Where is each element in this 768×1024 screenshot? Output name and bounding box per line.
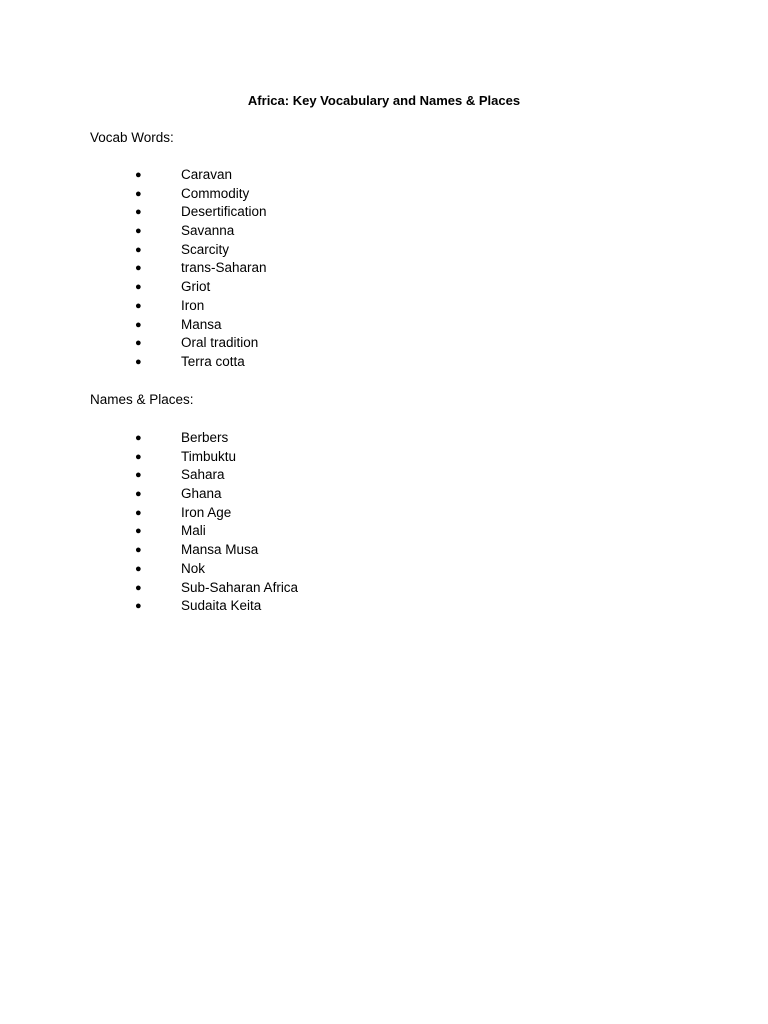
bullet-icon: ● <box>135 506 142 519</box>
vocab-list <box>0 166 768 372</box>
bullet-icon: ● <box>135 169 142 181</box>
bullet-icon: ● <box>135 544 142 557</box>
list-item <box>0 466 768 485</box>
list-item <box>0 504 768 523</box>
place-term: Timbuktu <box>181 448 237 464</box>
list-item <box>0 166 768 185</box>
bullet-icon: ● <box>135 187 142 200</box>
vocab-term: Terra cotta <box>181 353 245 369</box>
vocab-heading: Vocab Words: <box>90 130 174 145</box>
bullet-icon: ● <box>135 450 142 463</box>
names-places-heading: Names & Places: <box>90 392 194 407</box>
list-item <box>0 203 768 222</box>
bullet-icon: ● <box>135 337 142 350</box>
place-term: Ghana <box>181 486 222 502</box>
bullet-icon: ● <box>135 206 142 219</box>
list-item <box>0 448 768 467</box>
vocab-term: Griot <box>181 279 211 295</box>
bullet-icon: ● <box>135 225 142 238</box>
bullet-icon: ● <box>135 581 142 594</box>
list-item <box>0 241 768 260</box>
bullet-icon: ● <box>135 562 142 575</box>
place-term: Berbers <box>181 430 229 445</box>
list-item <box>0 316 768 335</box>
bullet-icon: ● <box>135 488 142 501</box>
bullet-icon: ● <box>135 600 142 613</box>
vocab-term: Savanna <box>181 223 235 239</box>
vocab-term: Iron <box>181 297 205 313</box>
list-item <box>0 541 768 560</box>
list-item <box>0 297 768 316</box>
bullet-icon: ● <box>135 299 142 312</box>
list-item <box>0 579 768 598</box>
list-item <box>0 222 768 241</box>
list-item <box>0 597 768 616</box>
bullet-icon: ● <box>135 432 142 444</box>
list-item <box>0 334 768 353</box>
list-item <box>0 278 768 297</box>
bullet-icon: ● <box>135 281 142 294</box>
place-term: Nok <box>181 560 206 576</box>
vocab-term: trans-Saharan <box>181 260 267 276</box>
bullet-icon: ● <box>135 243 142 256</box>
list-item <box>0 259 768 278</box>
document-title: Africa: Key Vocabulary and Names & Places <box>247 93 521 108</box>
bullet-icon: ● <box>135 355 142 368</box>
vocab-term: Oral tradition <box>181 335 259 351</box>
bullet-icon: ● <box>135 262 142 275</box>
vocab-term: Caravan <box>181 167 233 182</box>
bullet-icon: ● <box>135 525 142 538</box>
vocab-term: Desertification <box>181 204 267 220</box>
list-item <box>0 353 768 372</box>
bullet-icon: ● <box>135 469 142 482</box>
vocab-term: Scarcity <box>181 241 230 257</box>
list-item <box>0 185 768 204</box>
list-item <box>0 485 768 504</box>
bullet-icon: ● <box>135 318 142 331</box>
vocab-term: Commodity <box>181 185 250 201</box>
vocab-term: Mansa <box>181 316 222 332</box>
list-item <box>0 522 768 541</box>
place-term: Sudaita Keita <box>181 598 262 614</box>
place-term: Mansa Musa <box>181 542 259 558</box>
place-term: Sub-Saharan Africa <box>181 579 299 595</box>
names-places-list <box>0 429 768 616</box>
place-term: Sahara <box>181 467 225 483</box>
place-term: Iron Age <box>181 504 232 520</box>
place-term: Mali <box>181 523 206 539</box>
list-item <box>0 560 768 579</box>
list-item <box>0 429 768 448</box>
